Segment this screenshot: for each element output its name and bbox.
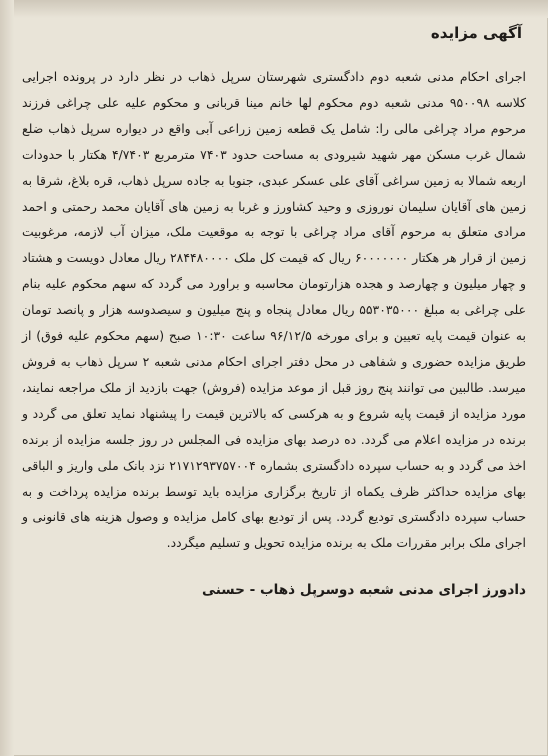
- notice-body: اجرای احکام مدنی شعبه دوم دادگستری شهرستان سرپل ذهاب در نظر دارد در پرونده اجرایی کلاسه ۹۵۰۰۹۸ مدنی شعبه دوم محکوم لها خانم مینا قربانی و محکوم علیه علی چراغی فرزند مرحوم مراد چراغی مالی را: شامل یک قطعه زمین زراعی آبی واقع در دیواره سرپل ذهاب ضلع شمال غرب مسکن مهر شهید شیرودی به مساحت حدود ۷۴۰۳ مترمربع ۴/۷۴۰۳ هکتار با حدودات اربعه شمالا به زمین سراغی آقای علی عسکر عبدی، جنوبا به جاده سرپل ذهاب، قره بلاغ، شرقا به زمین های آقایان سلیمان نوروزی و وحید کشاورز و غربا به زمین های آقایان محمد رحمتی و احمد مرادی متعلق به مرحوم آقای مراد چراغی با توجه به موقعیت ملک، میزان آب لازمه، مرغوبیت زمین از قرار هر هکتار ۶۰۰۰۰۰۰۰ ریال که قیمت کل ملک ۲۸۴۴۸۰۰۰۰ ریال معادل دویست و هشتاد و چهار میلیون و چهارصد و هجده هزارتومان محاسبه و براورد می گردد که سهم محکوم علیه بنام علی چراغی به مبلغ ۵۵۳۰۳۵۰۰۰ ریال معادل پنجاه و پنج میلیون و سیصدوسه هزار و پانصد تومان به عنوان قیمت پایه تعیین و برای مورخه ۹۶/۱۲/۵ ساعت ۱۰:۳۰ صبح (سهم محکوم علیه فوق) از طریق مزایده حضوری و شفاهی در محل دفتر اجرای احکام مدنی شعبه ۲ سرپل ذهاب به فروش میرسد. طالبین می توانند پنج روز قبل از موعد مزایده (فروش) جهت بازدید از ملک مراجعه نمایند، مورد مزایده از قیمت پایه شروع و به هرکسی که بالاترین قیمت را پیشنهاد نماید تعلق می گردد و برنده در مزایده اعلام می گردد. ده درصد بهای مزایده فی المجلس در روز جلسه مزایده از برنده اخذ می گردد و به حساب سپرده دادگستری بشماره ۲۱۷۱۲۹۳۷۵۷۰۰۴ نزد بانک ملی واریز و الباقی بهای مزایده حداکثر ظرف یکماه از تاریخ برگزاری مزایده باید توسط برنده مزایده پرداخت و به حساب سپرده دادگستری تودیع گردد. پس از تودیع بهای کامل مزایده و وصول هزینه های قانونی و اجرای ملک برابر مقررات ملک به برنده مزایده تحویل و تسلیم میگردد.: [22, 69, 527, 551]
- auction-notice: [22, 24, 526, 744]
- previous-column-bleed: [0, 0, 548, 18]
- notice-title: آگهی مزایده: [430, 24, 522, 42]
- paper-edge-shadow: [0, 0, 14, 756]
- notice-signature: دادورز اجرای مدنی شعبه دوسرپل ذهاب - حسنی: [201, 582, 526, 599]
